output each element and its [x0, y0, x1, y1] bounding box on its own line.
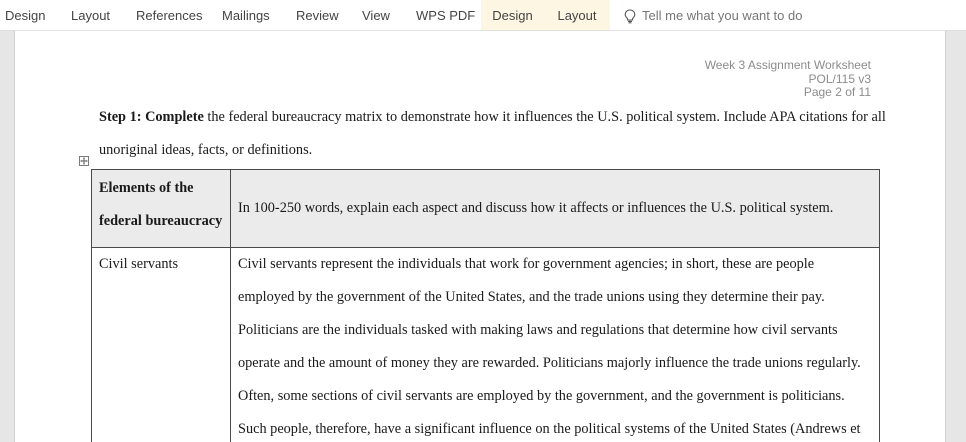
tell-me-placeholder: Tell me what you want to do [642, 8, 803, 23]
bureaucracy-matrix-table[interactable] [91, 169, 880, 442]
header-page-number: Page 2 of 11 [803, 85, 871, 99]
move-handle-icon[interactable] [79, 156, 89, 166]
header-course: POL/115 v3 [808, 71, 871, 86]
ribbon-tab-bar [0, 0, 966, 31]
tab-table-design[interactable]: Design [481, 0, 544, 30]
intro-text: the federal bureaucracy matrix to demonstrate how it influences the U.S. political system. Include APA citations for all unoriginal ideas, facts, or definitions. [99, 109, 886, 158]
document-page[interactable] [14, 31, 946, 442]
page-header [705, 59, 871, 100]
tab-mailings[interactable]: Mailings [222, 8, 270, 23]
tab-layout[interactable]: Layout [71, 8, 111, 23]
header-title: Week 3 Assignment Worksheet [704, 58, 871, 72]
table-header-cell[interactable]: In 100-250 words, explain each aspect and discuss how it affects or influences the U.S. political system. [231, 170, 880, 248]
intro-paragraph[interactable] [99, 101, 889, 167]
tab-table-layout[interactable]: Layout [544, 0, 610, 30]
tab-design[interactable]: Design [5, 8, 46, 23]
table-cell-element[interactable]: Civil servants [92, 248, 231, 442]
tab-view[interactable]: View [362, 8, 390, 23]
tab-wps-pdf[interactable]: WPS PDF [416, 8, 476, 23]
table-row [92, 248, 880, 442]
table-header-row [92, 170, 880, 248]
lightbulb-icon [624, 9, 636, 24]
intro-bold-text: Step 1: Complete [99, 109, 204, 125]
tab-review[interactable]: Review [296, 8, 339, 23]
table-header-cell[interactable]: Elements of the federal bureaucracy [92, 170, 231, 248]
table-cell-explanation[interactable]: Civil servants represent the individuals that work for government agencies; in short, these are people employed by the government of the United States, and the trade unions using they determine their pay. Politicians are the individuals tasked with making laws and regulations that determine how civil servants operate and the amount of money they are rewarded. Politicians majorly influence the trade unions regularly. Often, some sections of civil servants are employed by the government, and the government is politicians. Such people, therefore, have a significant influence on the political systems of the United States (Andrews et [231, 248, 880, 442]
tab-references[interactable]: References [136, 8, 203, 23]
